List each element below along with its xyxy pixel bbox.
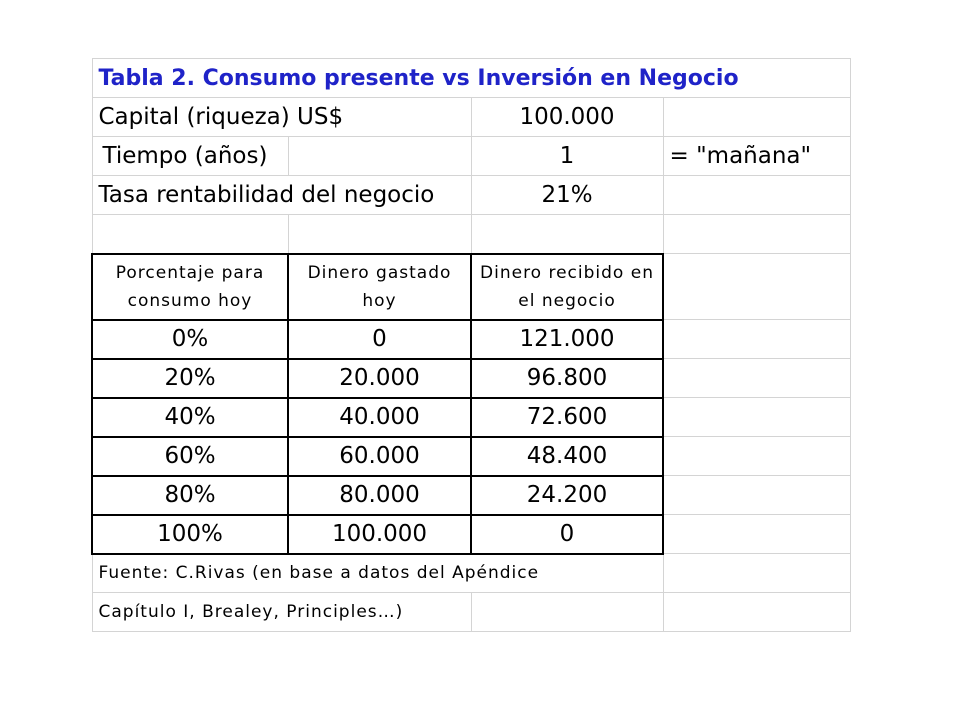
table-cell: 60.000 [288,437,471,476]
table-row [92,359,850,398]
rate-value: 21% [471,176,663,215]
empty-cell [288,215,471,254]
empty-cell [663,437,850,476]
rate-label: Tasa rentabilidad del negocio [92,176,471,215]
empty-cell [663,476,850,515]
empty-cell [663,176,850,215]
blank-row [92,215,850,254]
time-note: = "mañana" [663,137,850,176]
table-cell: 0 [288,320,471,359]
time-value: 1 [471,137,663,176]
footnote-row [92,554,850,593]
header-row [92,254,850,320]
capital-row [92,98,850,137]
rate-row [92,176,850,215]
empty-cell [288,137,471,176]
empty-cell [663,359,850,398]
table-cell: 48.400 [471,437,663,476]
empty-cell [663,554,850,593]
column-header: Porcentaje para consumo hoy [92,254,288,320]
table-cell: 100% [92,515,288,554]
empty-cell [663,593,850,632]
table-cell: 20.000 [288,359,471,398]
empty-cell [92,215,288,254]
capital-label: Capital (riqueza) US$ [92,98,471,137]
title-row [92,59,850,98]
table-cell: 72.600 [471,398,663,437]
footnote-reference: Capítulo I, Brealey, Principles…) [92,593,471,632]
table-title: Tabla 2. Consumo presente vs Inversión en Negocio [92,59,850,98]
spreadsheet [91,58,851,632]
data-table [91,58,851,632]
table-row [92,515,850,554]
table-cell: 60% [92,437,288,476]
empty-cell [663,98,850,137]
table-cell: 24.200 [471,476,663,515]
table-cell: 0 [471,515,663,554]
table-cell: 40.000 [288,398,471,437]
table-cell: 100.000 [288,515,471,554]
table-row [92,437,850,476]
empty-cell [663,215,850,254]
table-cell: 0% [92,320,288,359]
empty-cell [663,398,850,437]
time-label: Tiempo (años) [92,137,288,176]
empty-cell [471,215,663,254]
footnote-row [92,593,850,632]
table-cell: 80.000 [288,476,471,515]
empty-cell [663,515,850,554]
table-row [92,320,850,359]
capital-value: 100.000 [471,98,663,137]
table-cell: 121.000 [471,320,663,359]
column-header: Dinero recibido en el negocio [471,254,663,320]
table-cell: 40% [92,398,288,437]
empty-cell [663,320,850,359]
table-row [92,398,850,437]
empty-cell [663,254,850,320]
table-cell: 20% [92,359,288,398]
table-cell: 80% [92,476,288,515]
table-row [92,476,850,515]
footnote-source: Fuente: C.Rivas (en base a datos del Apéndice [92,554,663,593]
table-cell: 96.800 [471,359,663,398]
empty-cell [471,593,663,632]
time-row [92,137,850,176]
column-header: Dinero gastado hoy [288,254,471,320]
